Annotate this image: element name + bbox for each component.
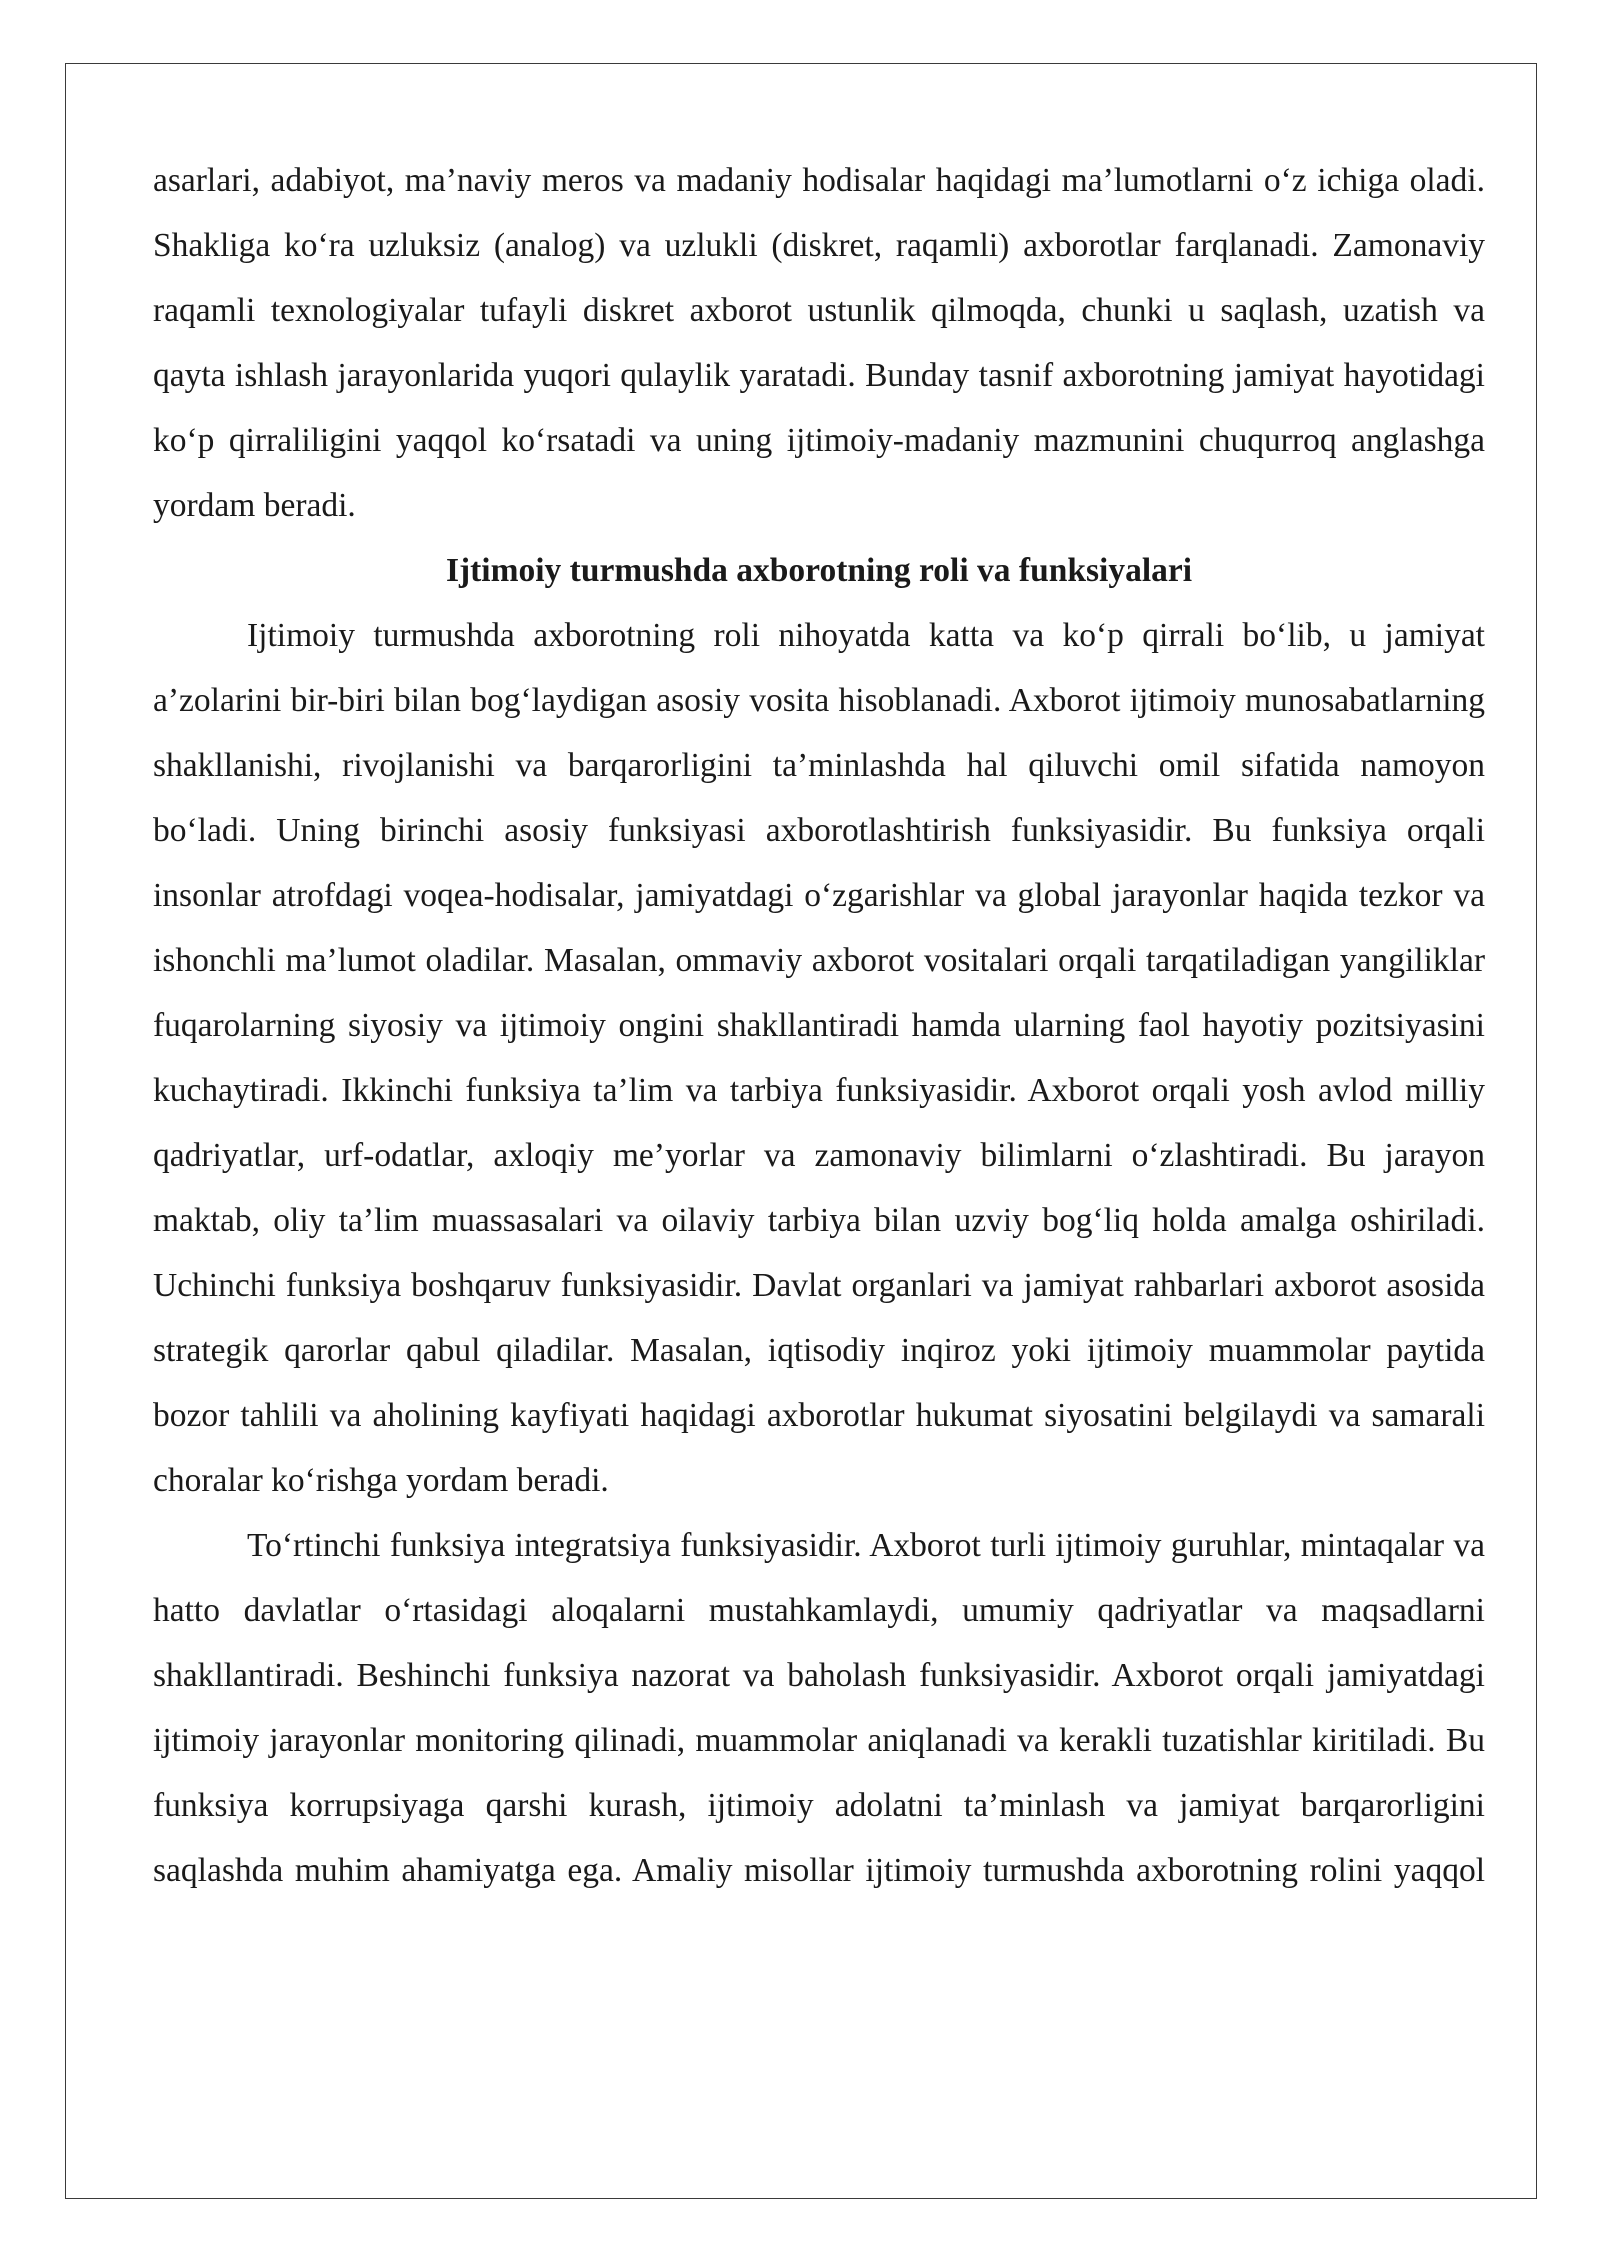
paragraph-continued: asarlari, adabiyot, ma’naviy meros va madaniy hodisalar haqidagi ma’lumotlarni o‘z ichiga oladi. Shakliga ko‘ra uzluksiz (analog) va uzlukli (diskret, raqamli) axborotlar farqlanadi. Zamonaviy raqamli texnologiyalar tufayli diskret axborot ustunlik qilmoqda, chunki u saqlash, uzatish va qayta ishlash jarayonlarida yuqori qulaylik yaratadi. Bunday tasnif axborotning jamiyat hayotidagi ko‘p qirraliligini yaqqol ko‘rsatadi va uning ijtimoiy-madaniy mazmunini chuqurroq anglashga yordam beradi. xyxy=(153,162,1485,524)
section-heading: Ijtimoiy turmushda axborotning roli va funksiyalari xyxy=(445,552,1193,589)
paragraph-roles: Ijtimoiy turmushda axborotning roli nihoyatda katta va ko‘p qirrali bo‘lib, u jamiyat a’zolarini bir-biri bilan bog‘laydigan asosiy vosita hisoblanadi. Axborot ijtimoiy munosabatlarning shakllanishi, rivojlanishi va barqarorligini ta’minlashda hal qiluvchi omil sifatida namoyon bo‘ladi. Uning birinchi asosiy funksiyasi axborotlashtirish funksiyasidir. Bu funksiya orqali insonlar atrofdagi voqea-hodisalar, jamiyatdagi o‘zgarishlar va global jarayonlar haqida tezkor va ishonchli ma’lumot oladilar. Masalan, ommaviy axborot vositalari orqali tarqatiladigan yangiliklar fuqarolarning siyosiy va ijtimoiy ongini shakllantiradi hamda ularning faol hayotiy pozitsiyasini kuchaytiradi. Ikkinchi funksiya ta’lim va tarbiya funksiyasidir. Axborot orqali yosh avlod milliy qadriyatlar, urf-odatlar, axloqiy me’yorlar va zamonaviy bilimlarni o‘zlashtiradi. Bu jarayon maktab, oliy ta’lim muassasalari va oilaviy tarbiya bilan uzviy bog‘liq holda amalga oshiriladi. Uchinchi funksiya boshqaruv funksiyasidir. Davlat organlari va jamiyat rahbarlari axborot asosida strategik qarorlar qabul qiladilar. Masalan, iqtisodiy inqiroz yoki ijtimoiy muammolar paytida bozor tahlili va aholining kayfiyati haqidagi axborotlar hukumat siyosatini belgilaydi va samarali choralar ko‘rishga yordam beradi. xyxy=(153,617,1485,1499)
document-body xyxy=(153,148,1485,1903)
paragraph-functions: To‘rtinchi funksiya integratsiya funksiyasidir. Axborot turli ijtimoiy guruhlar, mintaqalar va hatto davlatlar o‘rtasidagi aloqalarni mustahkamlaydi, umumiy qadriyatlar va maqsadlarni shakllantiradi. Beshinchi funksiya nazorat va baholash funksiyasidir. Axborot orqali jamiyatdagi ijtimoiy jarayonlar monitoring qilinadi, muammolar aniqlanadi va kerakli tuzatishlar kiritiladi. Bu funksiya korrupsiyaga qarshi kurash, ijtimoiy adolatni ta’minlash va jamiyat barqarorligini saqlashda muhim ahamiyatga ega. Amaliy misollar ijtimoiy turmushda axborotning rolini yaqqol xyxy=(153,1527,1485,1889)
